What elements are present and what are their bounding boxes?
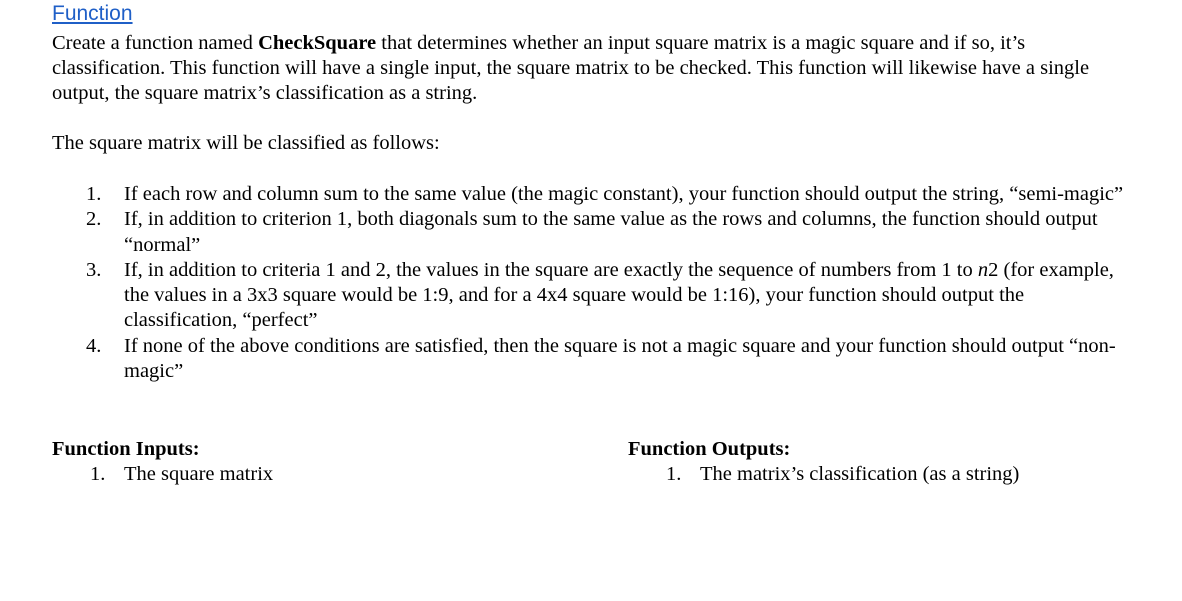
criterion-text: If none of the above conditions are satisfied, then the square is not a magic square and your function should output “non-magic” [124,334,1116,383]
criterion-item [86,182,1126,207]
criterion-number: 4. [86,334,102,357]
intro-paragraph [52,31,1132,106]
input-item [52,462,273,487]
section-heading: Function [52,2,133,25]
criterion-italic-n: n [977,258,989,281]
function-outputs-title: Function Outputs: [628,438,791,460]
criterion-number: 1. [86,183,102,205]
output-item-text: The matrix’s classification (as a string) [700,463,1020,485]
function-outputs-section [628,437,1019,487]
classification-lead: The square matrix will be classified as follows: [52,132,440,154]
input-item-number: 1. [90,463,106,485]
criterion-number: 3. [86,258,102,281]
criterion-text: If each row and column sum to the same value (the magic constant), your function should output the string, “semi-magic” [124,183,1124,205]
function-inputs-section [52,437,273,487]
input-item-text: The square matrix [124,463,274,485]
output-item-number: 1. [666,463,682,485]
criterion-text: If, in addition to criterion 1, both diagonals sum to the same value as the rows and columns, the function should output “normal” [124,208,1098,256]
criterion-item [86,334,1126,385]
intro-text-end: that determines whether an input square matrix is a magic square and if so, it’s classification. This function will have a single input, the square matrix to be checked. This function will likewise have a single output, the square matrix’s classification as a string. [52,32,1090,104]
function-inputs-title: Function Inputs: [52,438,200,460]
criterion-item [86,207,1126,258]
criterion-item [86,258,1126,334]
criteria-list [86,182,1126,384]
criterion-number: 2. [86,208,102,231]
function-name: CheckSquare [258,32,377,54]
intro-text-start: Create a function named [52,32,259,54]
criterion-text-after: 2 (for example, the values in a 3x3 square would be 1:9, and for a 4x4 square would be 1:16), your function should output the classification, “perfect” [124,258,1114,332]
output-item [628,462,1019,487]
criterion-text-before: If, in addition to criteria 1 and 2, the values in the square are exactly the sequence of numbers from 1 to [124,258,978,281]
criterion-text [124,259,1114,332]
